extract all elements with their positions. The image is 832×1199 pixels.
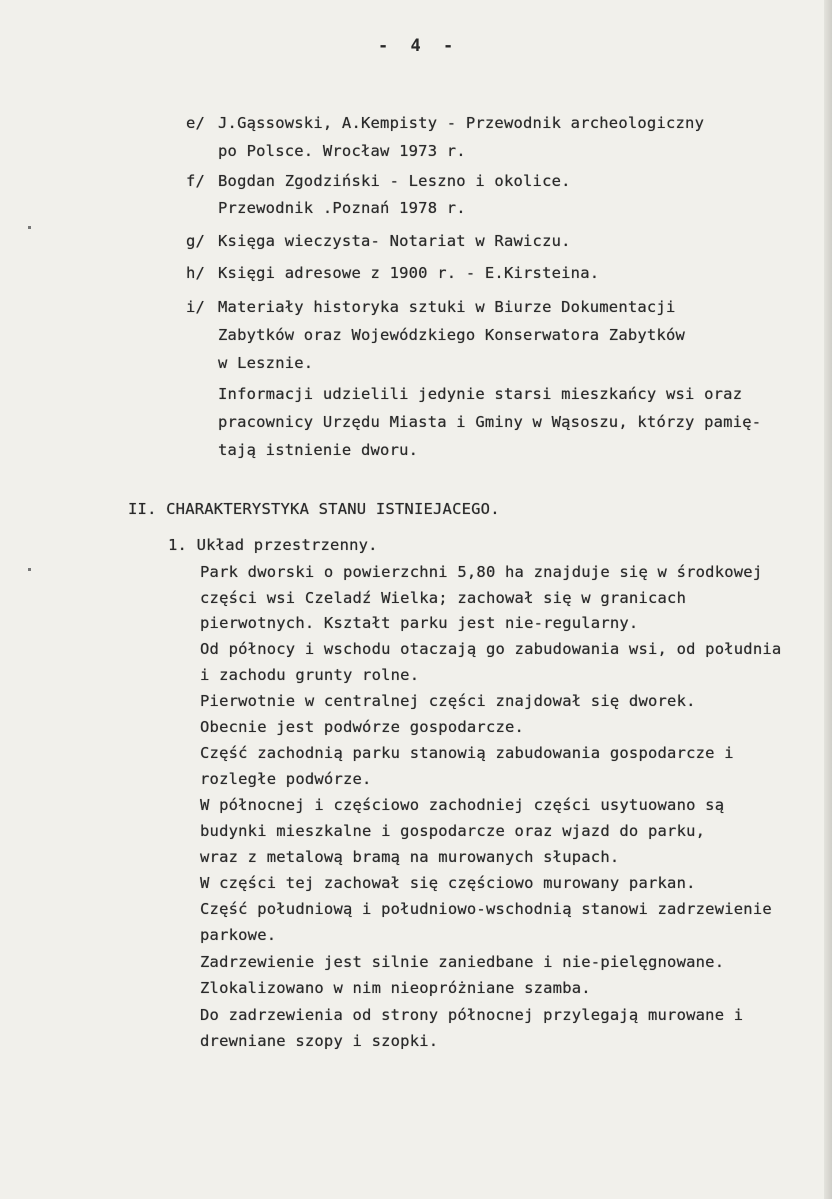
body-line: Część południową i południowo-wschodnią stanowi zadrzewienie bbox=[200, 900, 772, 918]
source-e-marker: e/ bbox=[186, 114, 206, 132]
source-i-line-2: Zabytków oraz Wojewódzkiego Konserwatora Zabytków bbox=[218, 326, 686, 344]
source-e-line-2: po Polsce. Wrocław 1973 r. bbox=[218, 142, 466, 160]
source-f-line-2: Przewodnik .Poznań 1978 r. bbox=[218, 199, 466, 217]
margin-speck bbox=[28, 568, 31, 571]
body-line: budynki mieszkalne i gospodarcze oraz wjazd do parku, bbox=[200, 822, 706, 840]
margin-speck bbox=[28, 226, 31, 229]
body-line: Do zadrzewienia od strony północnej przylegają murowane i bbox=[200, 1006, 744, 1024]
body-line: W północnej i częściowo zachodniej części usytuowano są bbox=[200, 796, 725, 814]
info-line-1: Informacji udzielili jedynie starsi mieszkańcy wsi oraz bbox=[218, 385, 743, 403]
source-h-line-1: Księgi adresowe z 1900 r. - E.Kirsteina. bbox=[218, 264, 600, 282]
subsection-heading: 1. Układ przestrzenny. bbox=[168, 536, 378, 554]
source-i-line-1: Materiały historyka sztuki w Biurze Dokumentacji bbox=[218, 298, 676, 316]
source-f-marker: f/ bbox=[186, 172, 206, 190]
source-g-line-1: Księga wieczysta- Notariat w Rawiczu. bbox=[218, 232, 571, 250]
body-line: W części tej zachował się częściowo murowany parkan. bbox=[200, 874, 696, 892]
body-line: Obecnie jest podwórze gospodarcze. bbox=[200, 718, 525, 736]
section-heading: II. CHARAKTERYSTYKA STANU ISTNIEJACEGO. bbox=[128, 500, 500, 518]
body-line: drewniane szopy i szopki. bbox=[200, 1032, 439, 1050]
page-edge bbox=[824, 0, 832, 1199]
body-line: Od północy i wschodu otaczają go zabudowania wsi, od południa bbox=[200, 640, 782, 658]
source-f-line-1: Bogdan Zgodziński - Leszno i okolice. bbox=[218, 172, 571, 190]
info-line-3: tają istnienie dworu. bbox=[218, 441, 419, 459]
source-i-line-3: w Lesznie. bbox=[218, 354, 314, 372]
source-e-line-1: J.Gąssowski, A.Kempisty - Przewodnik archeologiczny bbox=[218, 114, 705, 132]
info-line-2: pracownicy Urzędu Miasta i Gminy w Wąsoszu, którzy pamię- bbox=[218, 413, 762, 431]
body-line: wraz z metalową bramą na murowanych słupach. bbox=[200, 848, 620, 866]
source-g-marker: g/ bbox=[186, 232, 206, 250]
body-line: Zlokalizowano w nim nieopróżniane szamba. bbox=[200, 979, 591, 997]
page-number: - 4 - bbox=[378, 36, 460, 56]
source-i-marker: i/ bbox=[186, 298, 206, 316]
body-line: Pierwotnie w centralnej części znajdował się dworek. bbox=[200, 692, 696, 710]
body-line: parkowe. bbox=[200, 926, 277, 944]
body-line: rozległe podwórze. bbox=[200, 770, 372, 788]
body-line: Zadrzewienie jest silnie zaniedbane i nie-pielęgnowane. bbox=[200, 953, 725, 971]
body-line: Część zachodnią parku stanowią zabudowania gospodarcze i bbox=[200, 744, 734, 762]
body-line: części wsi Czeladź Wielka; zachował się w granicach bbox=[200, 589, 687, 607]
body-line: pierwotnych. Kształt parku jest nie-regularny. bbox=[200, 614, 639, 632]
body-line: i zachodu grunty rolne. bbox=[200, 666, 420, 684]
source-h-marker: h/ bbox=[186, 264, 206, 282]
body-line: Park dworski o powierzchni 5,80 ha znajduje się w środkowej bbox=[200, 563, 763, 581]
